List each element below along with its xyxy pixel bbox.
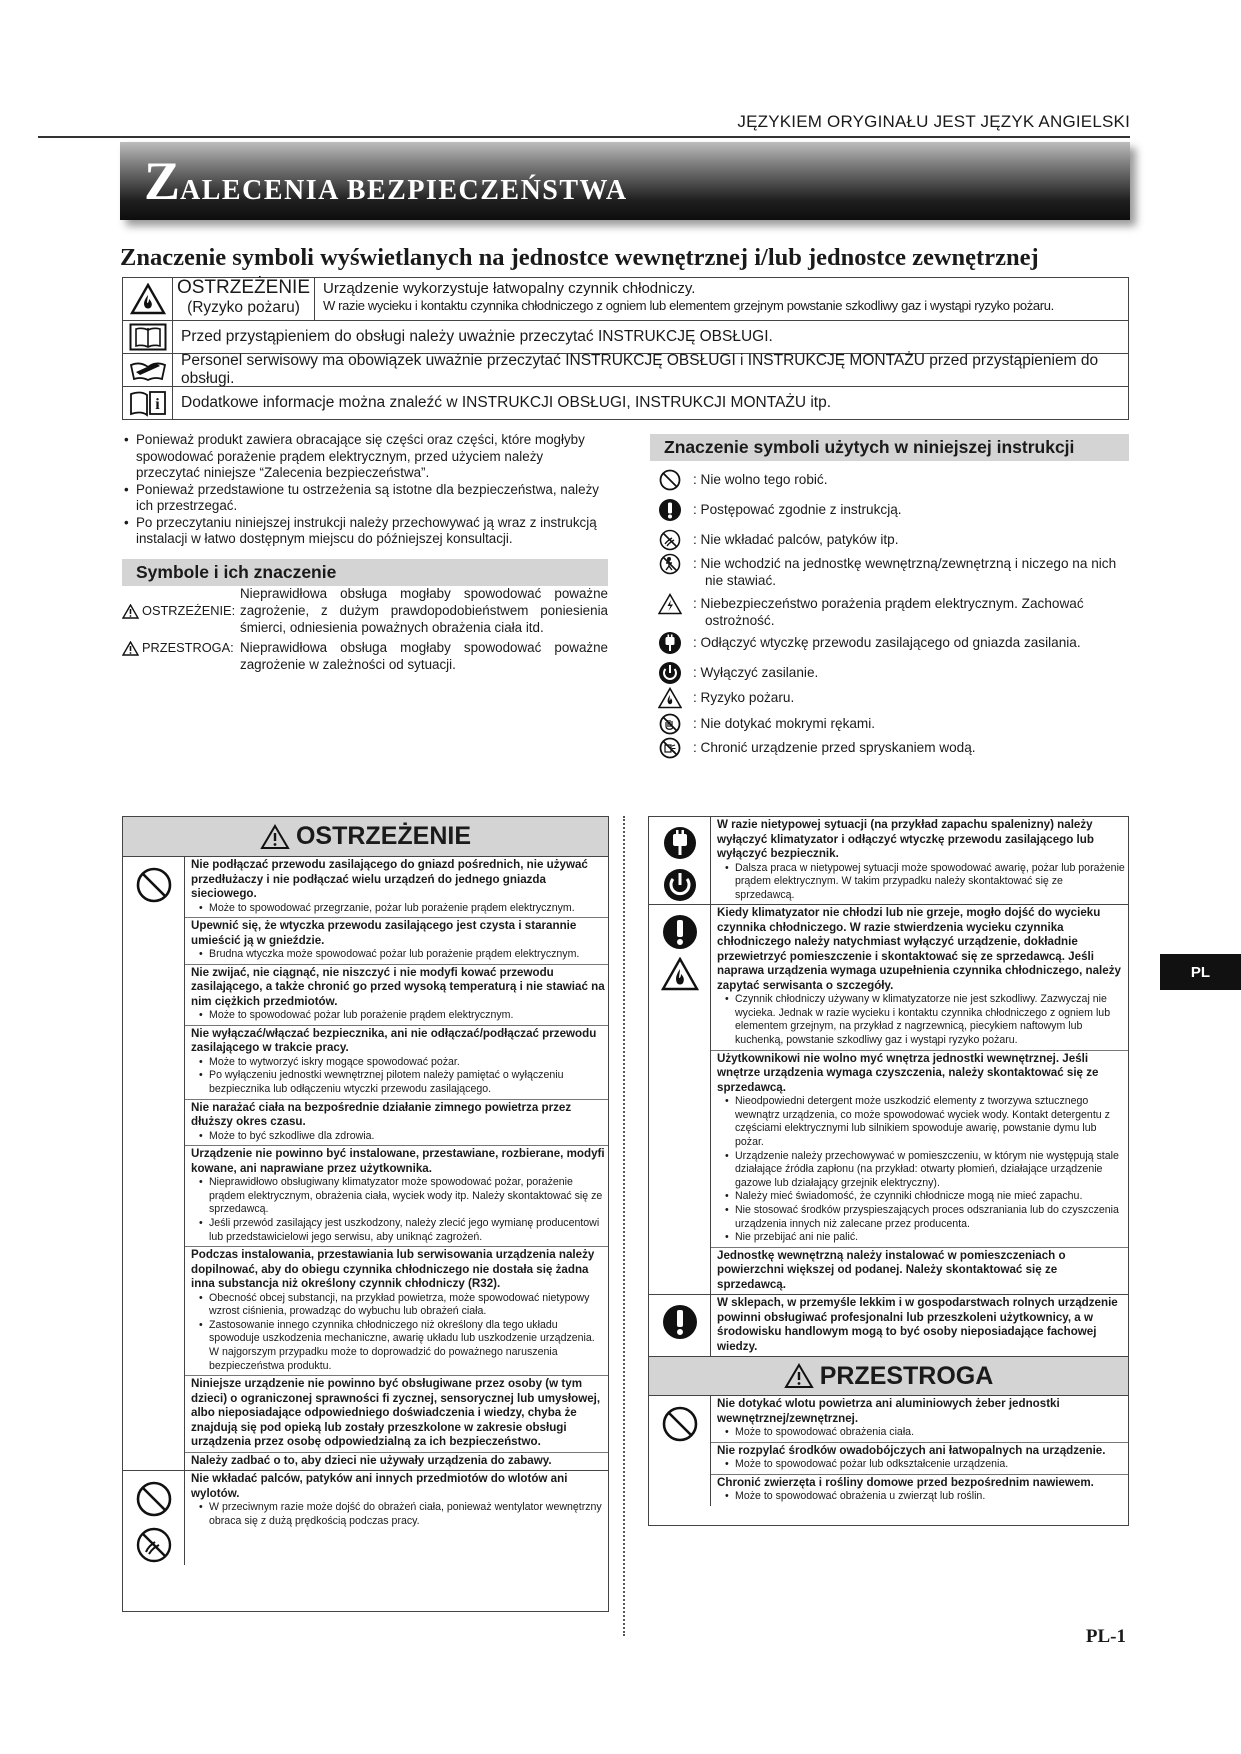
safety-item-heading: Urządzenie nie powinno być instalowane, przestawiane, rozbierane, modyfi kowane, ani naprawiane przez użytkownika.	[191, 1147, 605, 1175]
warning-sublabel: (Ryzyko pożaru)	[187, 298, 300, 316]
safety-item	[711, 1051, 1128, 1248]
symbols-section-title: Symbole i ich znaczenie	[122, 559, 608, 586]
caution-header-icon	[784, 1363, 814, 1389]
safety-item	[185, 965, 608, 1026]
info-book-icon	[123, 387, 173, 419]
intro-bullets	[122, 432, 608, 548]
safety-item-detail: • Nie przebijać ani nie palić.	[717, 1231, 1125, 1245]
meaning-text: : Niebezpieczeństwo porażenia prądem elektrycznym. Zachować ostrożność.	[693, 596, 1084, 628]
unit-symbol-row-info	[123, 386, 1128, 419]
safety-item	[185, 1471, 608, 1530]
banner-title-rest: ALECENIA BEZPIECZEŃSTWA	[180, 175, 628, 206]
safety-item-detail: • Urządzenie należy przechowywać w pomieszczeniu, w którym nie występują stale działające źródła zapłonu (na przykład: otwarty płomień, działające urządzenie gazowe lub działający grzejnik elektryczny).	[717, 1150, 1125, 1191]
column-separator	[623, 816, 625, 1636]
no-fingers-icon	[134, 1525, 174, 1565]
page-number: PL-1	[1085, 1626, 1126, 1647]
safety-item	[711, 1295, 1128, 1356]
warning-group	[649, 904, 1128, 1294]
prohibited-icon	[655, 468, 685, 492]
warning-definition-label: OSTRZEŻENIE:	[122, 603, 240, 620]
no-wet-hands-icon	[655, 712, 685, 736]
meaning-text: : Wyłączyć zasilanie.	[693, 665, 819, 680]
unplug-icon	[662, 825, 698, 861]
power-off-icon	[655, 661, 685, 685]
header-rule	[38, 136, 1130, 138]
meanings-title: Znaczenie symboli użytych w niniejszej instrukcji	[650, 434, 1129, 461]
safety-item-heading: Nie zwijać, nie ciągnąć, nie niszczyć i nie modyfi kować przewodu zasilającego, a także chronić go przed wysoką temperaturą i nie stawiać na nim ciężkich przedmiotów.	[191, 965, 605, 1008]
unit-symbol-row-manual	[123, 320, 1128, 353]
safety-item-detail: • Należy mieć świadomość, że czynniki chłodnicze mogą nie mieć zapachu.	[717, 1190, 1125, 1204]
svg-text:i: i	[154, 396, 160, 413]
safety-item-detail: • Zastosowanie innego czynnika chłodniczego niż określony dla tego układu spowoduje uszkodzenia mechaniczne, awarię układu lub uszkodzenie urządzenia. W najgorszym przypadku może to doprowadzić do poważnego naruszenia bezpieczeństwa produktu.	[191, 1319, 605, 1373]
warning-text-cell	[315, 278, 1128, 320]
safety-item-detail: • Nieprawidłowo obsługiwany klimatyzator może spowodować pożar, porażenie prądem elektrycznym, obrażenia ciała, wyciek wody itp. Należy skontaktować się ze sprzedawcą.	[191, 1176, 605, 1217]
language-tab: PL	[1160, 954, 1241, 990]
safety-item-detail: • Może to spowodować pożar lub odkształcenie urządzenia.	[717, 1458, 1125, 1472]
meaning-text: : Chronić urządzenie przed spryskaniem wodą.	[693, 740, 976, 755]
safety-item-detail: • Może to wytworzyć iskry mogące spowodować pożar.	[191, 1056, 605, 1070]
fire-risk-icon	[661, 957, 699, 991]
safety-item-detail: • Może to być szkodliwe dla zdrowia.	[191, 1130, 605, 1144]
safety-item-heading: Nie narażać ciała na bezpośrednie działanie zimnego powietrza przez dłuższy okres czasu.	[191, 1100, 572, 1129]
mandatory-icon	[661, 913, 699, 951]
warning-group-items	[711, 1295, 1128, 1356]
warning-group-icons	[649, 905, 711, 1294]
safety-item-detail: • Brudna wtyczka może spowodować pożar lub porażenie prądem elektrycznym.	[191, 948, 605, 962]
banner-title	[144, 150, 628, 212]
unit-symbol-row-warning	[123, 278, 1128, 320]
caution-triangle-icon	[122, 641, 139, 656]
intro-bullet: • Po przeczytaniu niniejszej instrukcji należy przechowywać ją wraz z instrukcją instalacji w łatwo dostępnym miejscu do późniejszej konsultacji.	[122, 515, 608, 548]
warning-group-icons	[649, 817, 711, 904]
caution-group	[649, 1396, 1128, 1506]
safety-item-heading: Kiedy klimatyzator nie chłodzi lub nie grzeje, mogło dojść do wycieku czynnika chłodniczego. W razie stwierdzenia wycieku czynnika chłodniczego należy natychmiast wyłączyć urządzenie, dokładnie przewietrzyć pomieszczenie i skontaktować się ze sprzedawcą. Jeśli naprawa urządzenia wymaga uzupełnienia czynnika chłodniczego, należy zapytać serwisanta o szczegóły.	[717, 906, 1121, 992]
meaning-row	[655, 712, 1135, 736]
safety-item	[711, 1396, 1128, 1443]
safety-item-detail: • Obecność obcej substancji, na przykład powietrza, może spowodować nietypowy wzrost ciśnienia, prowadząc do wybuchu lub obrażeń ciała.	[191, 1292, 605, 1319]
safety-item-heading: Nie wyłączać/włączać bezpiecznika, ani nie odłączać/podłączać przewodu zasilającego w trakcie pracy.	[191, 1026, 597, 1055]
safety-item	[185, 1146, 608, 1247]
safety-item-heading: Nie dotykać wlotu powietrza ani aluminiowych żeber jednostki wewnętrznej/zewnętrznej.	[717, 1397, 1060, 1425]
safety-item-detail: • Dalsza praca w nietypowej sytuacji może spowodować awarię, pożar lub porażenie prądem elektrycznym. W takim przypadku należy skontaktować się ze sprzedawcą.	[717, 862, 1125, 903]
warning-box-header: OSTRZEŻENIE	[123, 817, 608, 857]
safety-item-heading: Jednostkę wewnętrzną należy instalować w pomieszczeniach o powierzchni większej od podanej. Należy skontaktować się ze sprzedawcą.	[717, 1248, 1066, 1291]
warning-group	[649, 1294, 1128, 1356]
safety-item	[185, 1100, 608, 1147]
unit-symbols-table	[122, 277, 1129, 420]
warning-group-items	[185, 1471, 608, 1565]
safety-item-heading: Podczas instalowania, przestawiania lub serwisowania urządzenia należy dopilnować, aby do obiegu czynnika chłodniczego nie dostała się żadna inna substancja niż określony czynnik chłodniczy (R32).	[191, 1248, 595, 1291]
safety-item	[185, 918, 608, 965]
language-note: JĘZYKIEM ORYGINAŁU JEST JĘZYK ANGIELSKI	[737, 112, 1130, 131]
fire-risk-icon	[655, 686, 685, 710]
safety-item	[711, 905, 1128, 1050]
warning-group	[123, 857, 608, 1470]
warning-box	[122, 816, 609, 1612]
meaning-row	[655, 736, 1135, 760]
warning-group-icons	[123, 1471, 185, 1565]
safety-item-detail: • Jeśli przewód zasilający jest uszkodzony, należy zlecić jego wymianę producentowi lub przedstawicielowi jego serwisu, aby uniknąć zagrożeń.	[191, 1217, 605, 1244]
electric-shock-icon	[655, 592, 685, 616]
no-fingers-icon	[655, 528, 685, 552]
meaning-row	[655, 468, 1135, 492]
warning-header-icon	[260, 824, 290, 850]
prohibited-icon	[134, 1479, 174, 1519]
safety-item	[185, 857, 608, 918]
meaning-row	[655, 661, 1135, 685]
safety-item-heading: Nie podłączać przewodu zasilającego do gniazd pośrednich, nie używać przedłużaczy i nie podłączać wielu urządzeń do jednego gniazda sieciowego.	[191, 858, 588, 900]
safety-item-heading: Upewnić się, że wtyczka przewodu zasilającego jest czysta i starannie umieścić ją w gnieździe.	[191, 919, 577, 947]
warning-group-items	[711, 905, 1128, 1294]
safety-item	[711, 817, 1128, 904]
safety-item	[711, 1248, 1128, 1295]
safety-item	[711, 1443, 1128, 1475]
caution-definition	[122, 640, 608, 674]
warning-definition	[122, 586, 608, 636]
warning-line2: W razie wycieku i kontaktu czynnika chłodniczego z ogniem lub elementem grzejnym powstanie szkodliwy gaz i wystąpi ryzyko pożaru.	[323, 298, 1054, 313]
safety-item	[185, 1026, 608, 1100]
safety-item-heading: Niniejsze urządzenie nie powinno być obsługiwane przez osoby (w tym dzieci) o ograniczonej sprawności fi zycznej, sensorycznej lub umysłowej, albo nieposiadające odpowiedniego doświadczenia i wiedzy, chyba że znajdują się pod opieką lub zostały przeszkolone w zakresie obsługi urządzenia przez osobę odpowiedzialną za ich bezpieczeństwo.	[191, 1377, 601, 1449]
safety-item-detail: • Może to spowodować obrażenia ciała.	[717, 1426, 1125, 1440]
caution-box-header: PRZESTROGA	[649, 1356, 1128, 1396]
prohibited-icon	[134, 865, 174, 905]
warning-group	[123, 1470, 608, 1565]
safety-item	[185, 1376, 608, 1453]
safety-item-detail: • Może to spowodować pożar lub porażenie prądem elektrycznym.	[191, 1009, 605, 1023]
right-warning-box	[648, 816, 1129, 1526]
safety-item	[711, 1475, 1128, 1506]
manual-text: Przed przystąpieniem do obsługi należy uważnie przeczytać INSTRUKCJĘ OBSŁUGI.	[181, 328, 773, 345]
safety-item-heading: W razie nietypowej sytuacji (na przykład zapachu spalenizny) należy wyłączyć klimatyzator i odłączyć wtyczkę przewodu zasilającego lub wyłączyć bezpiecznik.	[717, 818, 1094, 860]
safety-item-heading: Użytkownikowi nie wolno myć wnętrza jednostki wewnętrznej. Jeśli wnętrze urządzenia wymaga czyszczenia, należy skontaktować się ze sprzedawcą.	[717, 1051, 1099, 1094]
warning-definition-text: Nieprawidłowa obsługa mogłaby spowodować poważne zagrożenie, z dużym prawdopodobieństwem poniesienia śmierci, odniesienia poważnych obrażenia ciała itd.	[240, 586, 608, 635]
safety-item-detail: • Może to spowodować obrażenia u zwierząt lub roślin.	[717, 1490, 1125, 1504]
caution-definition-label: PRZESTROGA:	[122, 640, 240, 657]
warning-line1: Urządzenie wykorzystuje łatwopalny czynnik chłodniczy.	[323, 280, 696, 297]
safety-item-heading: W sklepach, w przemyśle lekkim i w gospodarstwach rolnych urządzenie powinni obsługiwać profesjonalni lub przeszkoleni użytkownicy, a w środowisku handlowym mogą to być osoby nieposiadające fachowej wiedzy.	[717, 1296, 1118, 1353]
meaning-text: : Odłączyć wtyczkę przewodu zasilającego od gniazda zasilania.	[693, 635, 1081, 650]
safety-item-heading: Nie rozpylać środków owadobójczych ani łatwopalnych na urządzenie.	[717, 1443, 1106, 1457]
meaning-row	[655, 592, 1135, 629]
meaning-row	[655, 552, 1135, 589]
service-manual-icon	[123, 354, 173, 386]
meaning-row	[655, 498, 1135, 522]
meaning-text: : Postępować zgodnie z instrukcją.	[693, 502, 902, 517]
warning-group-items	[185, 857, 608, 1470]
title-banner	[120, 142, 1130, 220]
caution-group-icons	[649, 1396, 711, 1506]
caution-group-items	[711, 1396, 1128, 1506]
meaning-row	[655, 528, 1135, 552]
fire-warning-icon	[123, 278, 173, 320]
warning-label: OSTRZEŻENIE	[176, 277, 310, 298]
no-water-spray-icon	[655, 736, 685, 760]
safety-item-detail: • W przeciwnym razie może dojść do obrażeń ciała, ponieważ wentylator wewnętrzny obraca się z dużą prędkością podczas pracy.	[191, 1501, 605, 1528]
service-text: Personel serwisowy ma obowiązek uważnie przeczytać INSTRUKCJĘ OBSŁUGI i INSTRUKCJĘ MONTAŻU przed przystąpieniem do obsługi.	[181, 352, 1099, 387]
warning-group-items	[711, 817, 1128, 904]
safety-item	[185, 1247, 608, 1376]
warning-group	[649, 817, 1128, 904]
mandatory-icon	[655, 498, 685, 522]
meaning-text: : Nie dotykać mokrymi rękami.	[693, 716, 876, 731]
unit-symbol-row-service	[123, 353, 1128, 386]
power-off-icon	[662, 867, 698, 903]
intro-bullet: • Ponieważ przedstawione tu ostrzeżenia są istotne dla bezpieczeństwa, należy ich przestrzegać.	[122, 482, 608, 515]
meaning-text: : Nie wkładać palców, patyków itp.	[693, 532, 899, 547]
meaning-text: : Ryzyko pożaru.	[693, 690, 795, 705]
caution-definition-text: Nieprawidłowa obsługa mogłaby spowodować poważne zagrożenie w zależności od sytuacji.	[240, 640, 608, 673]
meaning-text: : Nie wchodzić na jednostkę wewnętrzną/zewnętrzną i niczego na nich nie stawiać.	[693, 556, 1117, 588]
banner-title-cap: Z	[144, 151, 181, 211]
safety-item-heading: Chronić zwierzęta i rośliny domowe przed bezpośrednim nawiewem.	[717, 1475, 1094, 1489]
no-climbing-icon	[655, 552, 685, 576]
safety-item-detail: • Czynnik chłodniczy używany w klimatyzatorze nie jest szkodliwy. Zazwyczaj nie wycieka. Jednak w razie wycieku i kontaktu czynnika chłodniczego z ogniem lub elementem grzejnym, na przykład z nagrzewnicą, piecykiem naftowym lub kuchenką, powstanie szkodliwy gaz i wystąpi ryzyko pożaru.	[717, 993, 1125, 1047]
prohibited-icon	[660, 1404, 700, 1444]
symbols-definitions	[122, 586, 608, 678]
safety-item	[185, 1453, 608, 1471]
warning-group-icons	[649, 1295, 711, 1356]
safety-item-detail: • Nieodpowiedni detergent może uszkodzić elementy z tworzywa sztucznego wewnątrz urządzenia, co może spowodować wyciek wody. Kontakt detergentu z częściami elektrycznymi lub silnikiem spowoduje awarię, powstanie dymu lub pożar.	[717, 1095, 1125, 1149]
manual-book-icon	[123, 321, 173, 353]
warning-label-cell	[173, 278, 315, 320]
mandatory-icon	[661, 1303, 699, 1341]
intro-bullet: • Ponieważ produkt zawiera obracające się części oraz części, które mogłyby spowodować porażenie prądem elektrycznym, przed użyciem należy przeczytać niniejsze “Zalecenia bezpieczeństwa”.	[122, 432, 608, 482]
meaning-text: : Nie wolno tego robić.	[693, 472, 828, 487]
safety-item-detail: • Po wyłączeniu jednostki wewnętrznej pilotem należy pamiętać o wyłączeniu bezpiecznika lub odłączeniu wtyczki przewodu zasilającego.	[191, 1069, 605, 1096]
warning-group-icons	[123, 857, 185, 1470]
safety-item-detail: • Może to spowodować przegrzanie, pożar lub porażenie prądem elektrycznym.	[191, 902, 605, 916]
info-text: Dodatkowe informacje można znaleźć w INSTRUKCJI OBSŁUGI, INSTRUKCJI MONTAŻU itp.	[181, 394, 832, 411]
safety-item-heading: Należy zadbać o to, aby dzieci nie używały urządzenia do zabawy.	[191, 1453, 552, 1467]
unplug-icon	[655, 631, 685, 655]
warning-triangle-icon	[122, 604, 139, 619]
safety-item-detail: • Nie stosować środków przyspieszających proces odszraniania lub do czyszczenia urządzenia innych niż zalecane przez producenta.	[717, 1204, 1125, 1231]
section-title: Znaczenie symboli wyświetlanych na jednostce wewnętrznej i/lub jednostce zewnętrznej	[120, 244, 1039, 271]
meaning-row	[655, 631, 1135, 655]
safety-item-heading: Nie wkładać palców, patyków ani innych przedmiotów do wlotów ani wylotów.	[191, 1472, 568, 1500]
meaning-row	[655, 686, 1135, 710]
